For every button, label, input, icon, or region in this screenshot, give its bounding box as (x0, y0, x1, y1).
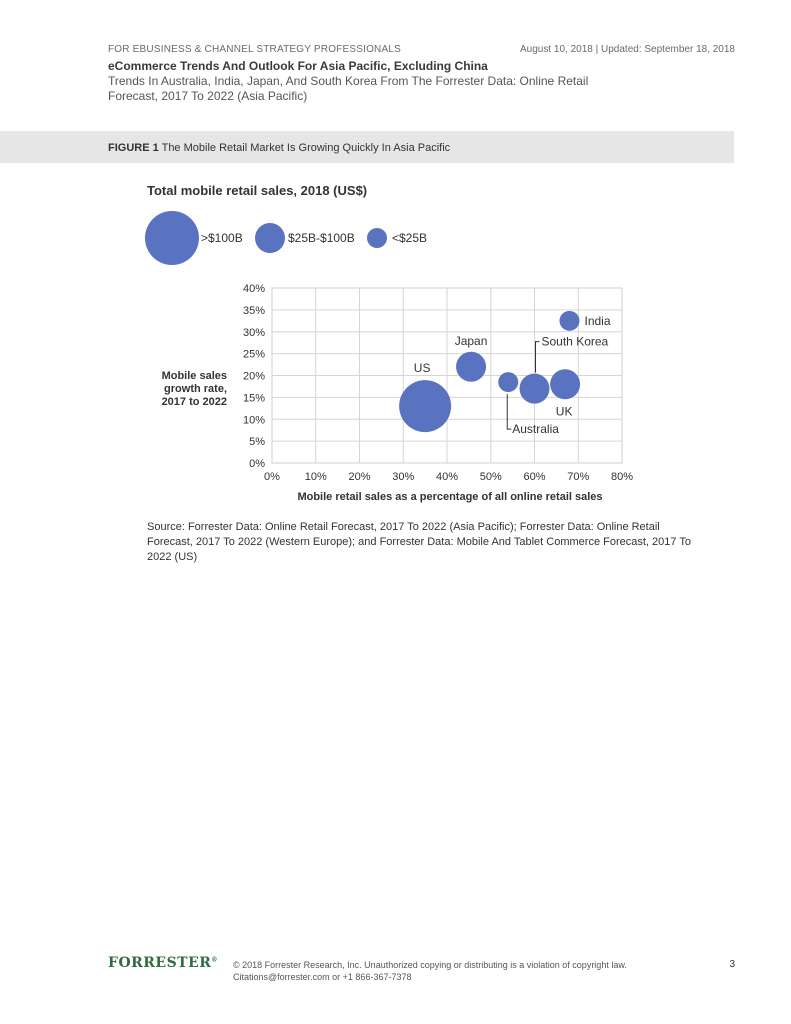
y-tick-label: 0% (249, 458, 265, 470)
point-label-japan: Japan (454, 333, 488, 348)
size-legend (145, 211, 427, 265)
footer-copyright (233, 959, 627, 983)
report-subtitle: Trends In Australia, India, Japan, And South Korea From The Forrester Data: Online Retail Forecast, 2017 To 2022 (Asia Pacific) (108, 74, 589, 103)
x-tick-label: 40% (435, 471, 459, 483)
x-tick-label: 70% (567, 471, 590, 483)
x-tick-label: 50% (479, 471, 502, 483)
footer-line-2: Citations@forrester.com or +1 866-367-7378 (233, 972, 412, 982)
logo-text: FORRESTER (108, 955, 212, 971)
y-axis-label-line-2: growth rate, (164, 383, 227, 395)
y-tick-label: 10% (242, 414, 265, 427)
bubble-us (399, 380, 451, 432)
forrester-logo (108, 955, 218, 971)
logo-registered-mark: ® (211, 956, 218, 964)
legend-label-small: <$25B (392, 231, 428, 245)
y-tick-label: 30% (242, 326, 265, 339)
leader-line-south-korea (536, 342, 540, 373)
y-tick-label: 20% (242, 370, 265, 383)
point-label-uk: UK (555, 404, 573, 419)
x-axis-label: Mobile retail sales as a percentage of all online retail sales (297, 491, 603, 503)
y-tick-label: 15% (242, 392, 265, 405)
legend-label-large: >$100B (201, 231, 243, 245)
figure-caption-text: The Mobile Retail Market Is Growing Quickly In Asia Pacific (161, 142, 451, 154)
source-note: Source: Forrester Data: Online Retail Forecast, 2017 To 2022 (Asia Pacific); Forrester Data: Online Retail Forecast, 2017 To 2022 (Western Europe); and Forrester Data: Mobile And Tablet Commerce Forecast, 2017 To 2022 (US) (147, 521, 691, 563)
x-tick-label: 10% (304, 471, 327, 483)
bubble-uk (550, 369, 580, 399)
legend-label-medium: $25B-$100B (288, 231, 355, 245)
point-label-us: US (413, 361, 431, 376)
y-tick-label: 5% (249, 436, 265, 449)
bubble-india (560, 311, 580, 331)
x-tick-label: 80% (610, 471, 634, 483)
point-label-india: India (584, 313, 611, 328)
point-label-south-korea: South Korea (541, 334, 609, 349)
x-tick-label: 30% (392, 471, 415, 483)
chart-title: Total mobile retail sales, 2018 (US$) (147, 183, 368, 198)
y-axis-label-line-1: Mobile sales (161, 370, 227, 382)
header-date: August 10, 2018 | Updated: September 18, 2018 (520, 44, 735, 55)
x-tick-label: 0% (264, 471, 280, 483)
point-label-australia: Australia (512, 422, 559, 437)
figure-label: FIGURE 1 (108, 142, 159, 154)
legend-bubble-large (145, 211, 199, 265)
y-tick-label: 35% (242, 304, 265, 317)
y-tick-label: 25% (242, 348, 265, 361)
legend-bubble-medium (255, 223, 285, 253)
x-tick-label: 60% (523, 471, 546, 483)
footer-line-1: © 2018 Forrester Research, Inc. Unauthorized copying or distributing is a violation of copyright law. (233, 960, 627, 970)
x-axis-ticks (264, 471, 633, 483)
report-title: eCommerce Trends And Outlook For Asia Pacific, Excluding China (108, 59, 488, 73)
y-tick-label: 40% (242, 283, 265, 295)
leader-line-australia (507, 394, 511, 429)
page-number: 3 (729, 959, 735, 970)
x-tick-label: 20% (348, 471, 371, 483)
bubble-japan (456, 352, 486, 382)
y-axis-label-line-3: 2017 to 2022 (161, 396, 227, 408)
bubble-australia (498, 372, 518, 392)
y-axis-ticks (243, 283, 265, 470)
bubble-south-korea (520, 374, 550, 404)
legend-bubble-small (367, 228, 387, 248)
header-section-label: FOR EBUSINESS & CHANNEL STRATEGY PROFESSIONALS (108, 44, 401, 55)
